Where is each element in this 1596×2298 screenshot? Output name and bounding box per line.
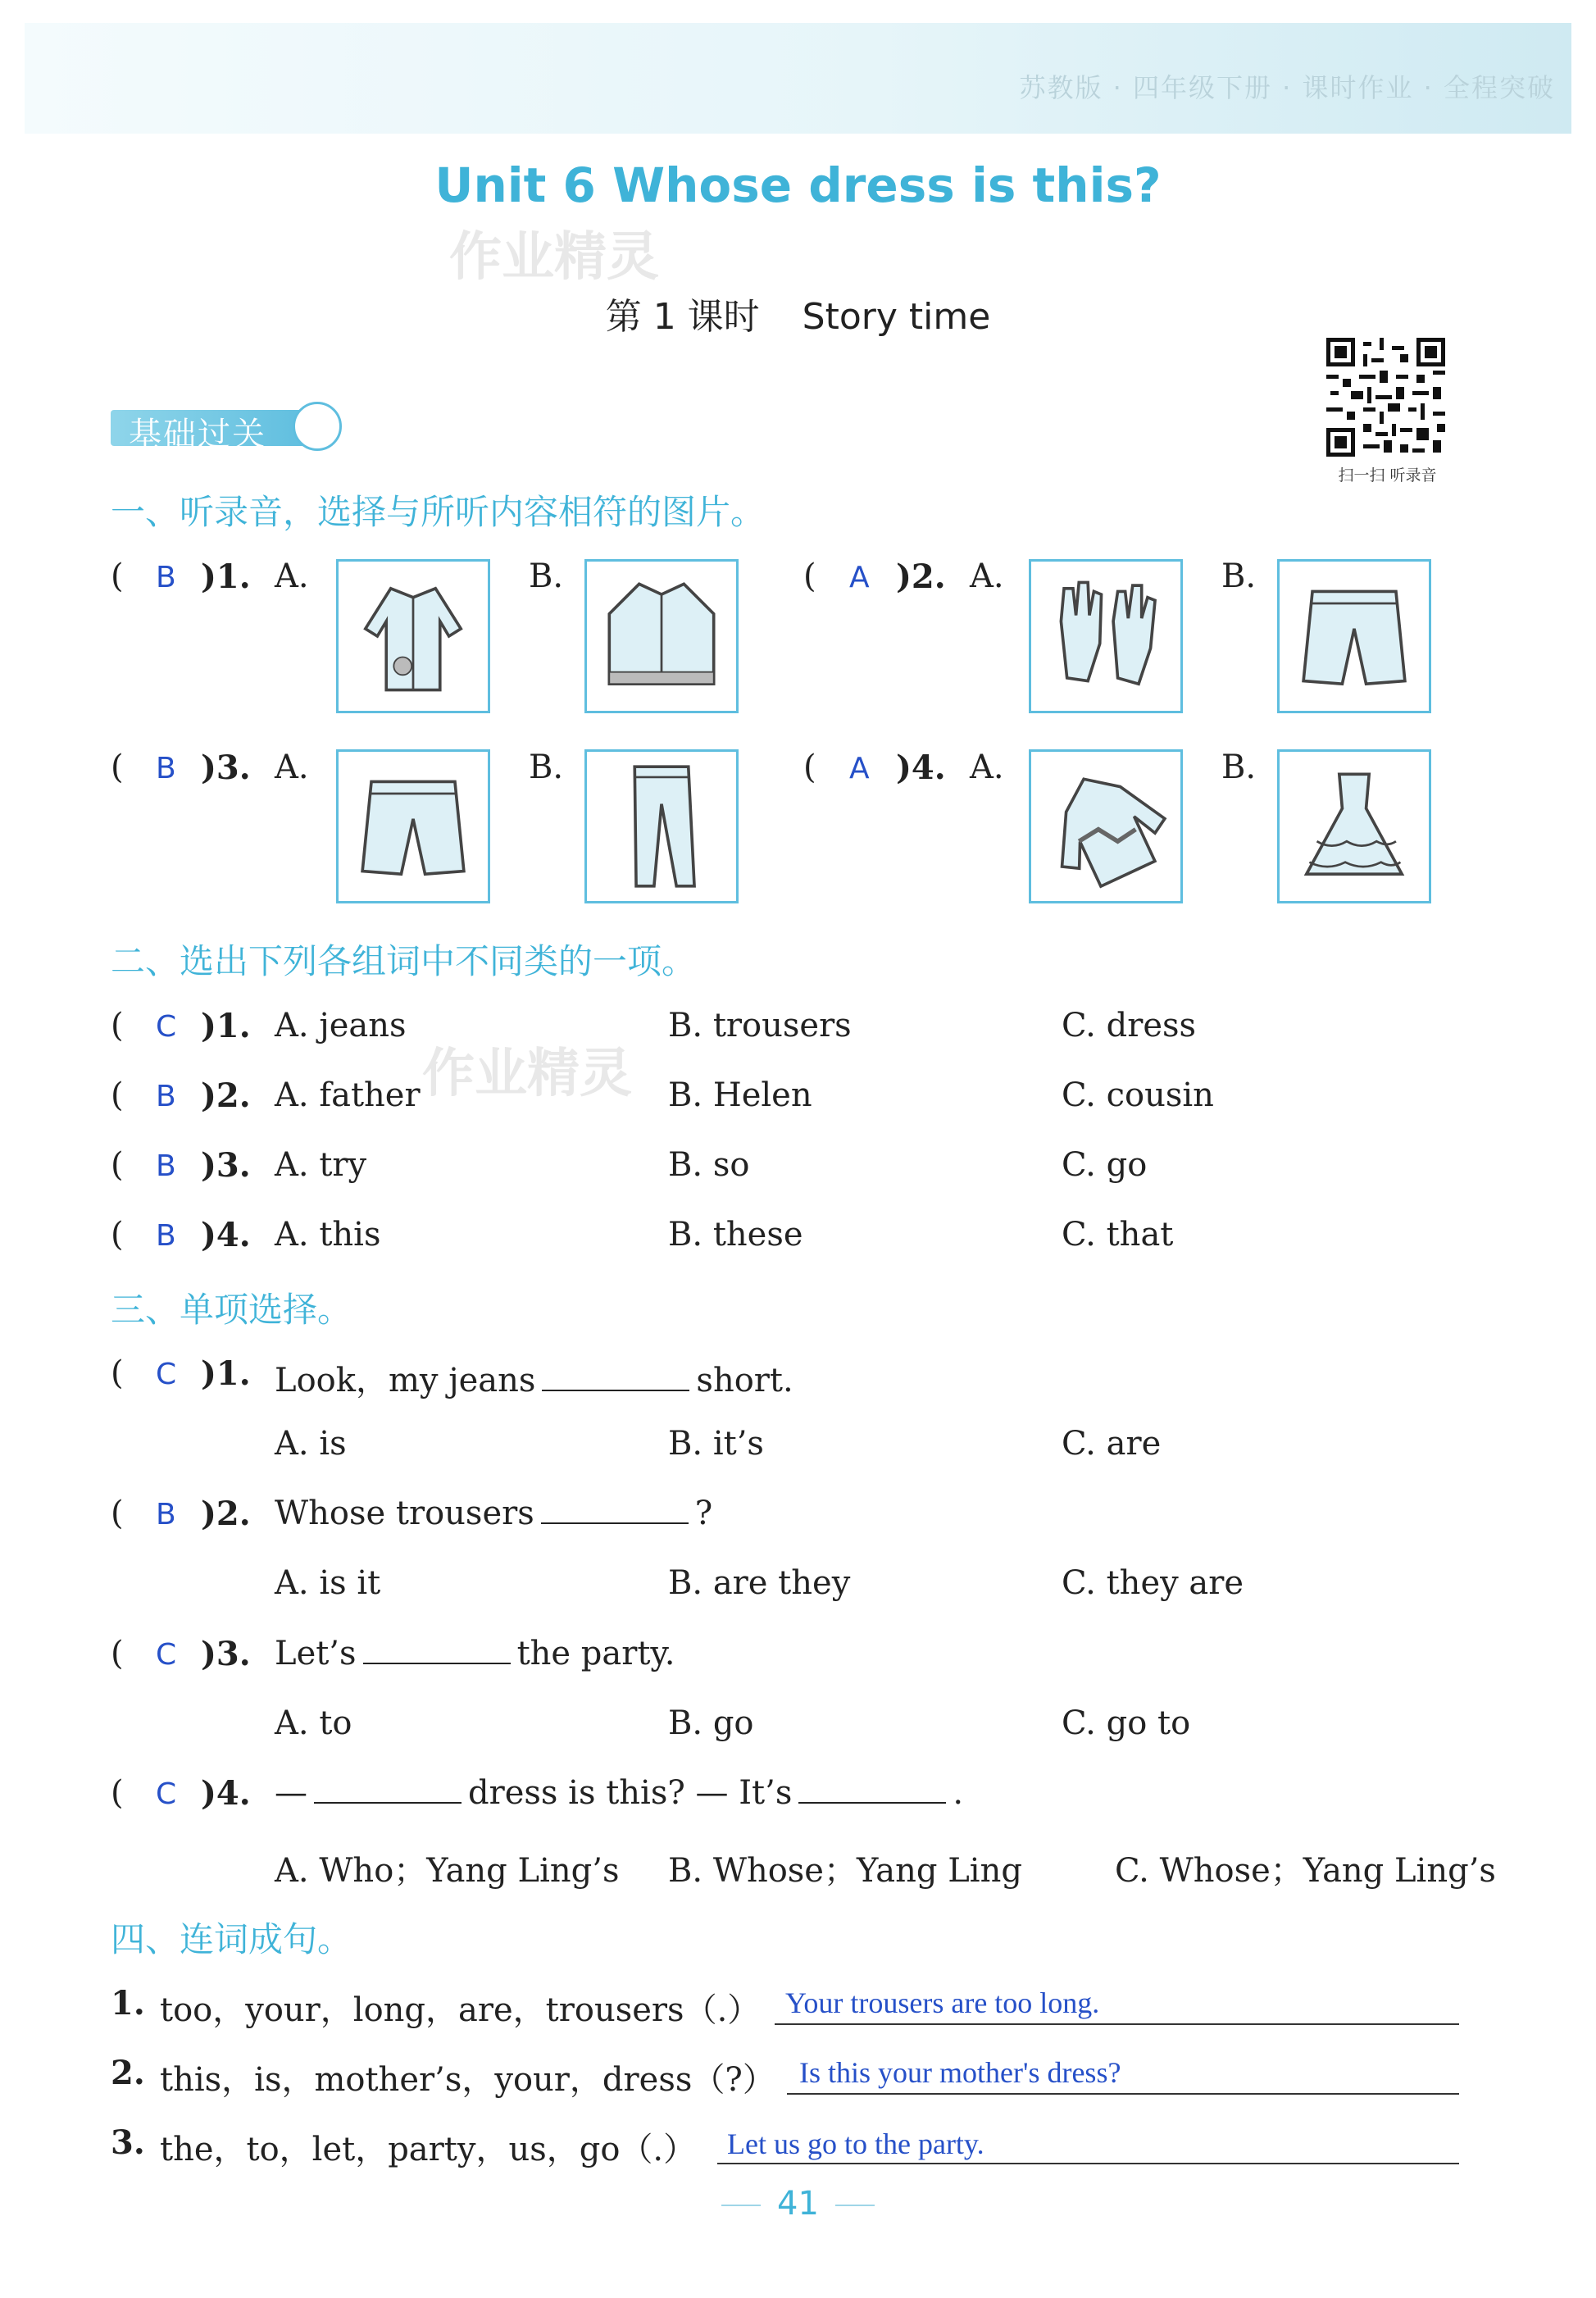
- gloves-icon[interactable]: [1029, 559, 1183, 713]
- option-b-label: B.: [1221, 557, 1257, 595]
- question-number: )4.: [201, 1216, 251, 1254]
- fill-blank: [363, 1654, 511, 1664]
- answer-mark: B: [156, 1498, 176, 1531]
- question-text: [275, 1635, 675, 1672]
- dress-icon[interactable]: [1277, 749, 1431, 903]
- option-c: C. go to: [1062, 1704, 1191, 1742]
- question-after: ?: [694, 1495, 713, 1532]
- paren-open: (: [803, 557, 816, 595]
- option-a: A. father: [275, 1076, 421, 1114]
- option-b: B. trousers: [668, 1007, 852, 1044]
- question-text: [275, 1495, 712, 1532]
- option-a-label: A.: [970, 557, 1004, 595]
- paren-open: (: [111, 1495, 124, 1532]
- question-number: 3.: [111, 2123, 145, 2162]
- option-c: C. cousin: [1062, 1076, 1214, 1114]
- paren-open: (: [803, 749, 816, 786]
- paren-open: (: [111, 749, 124, 786]
- paren-open: (: [111, 1076, 124, 1114]
- handwritten-answer: Your trousers are too long.: [785, 1986, 1100, 2019]
- answer-mark: A: [849, 561, 870, 594]
- answer-mark: B: [156, 1080, 176, 1113]
- question-number: )2.: [201, 1495, 251, 1533]
- section4-heading: 四、连词成句。: [111, 1919, 352, 1959]
- badge-text: 基础过关: [129, 416, 266, 453]
- answer-mark: A: [849, 752, 870, 785]
- option-a: A. to: [275, 1704, 352, 1742]
- handwritten-answer: Let us go to the party.: [727, 2127, 984, 2160]
- lesson-name: Story time: [802, 296, 991, 338]
- question-number: )3.: [201, 749, 251, 787]
- option-a: A. is it: [275, 1564, 381, 1602]
- watermark: 作业精灵: [422, 1044, 632, 1104]
- question-number: )4.: [896, 749, 946, 787]
- scrambled-words: too，your，long，are，trousers（.）: [160, 1991, 761, 2029]
- paren-open: (: [111, 1216, 124, 1254]
- option-b: B. it’s: [668, 1425, 764, 1463]
- lesson-label: 第 1 课时: [605, 296, 760, 338]
- option-c: C. that: [1062, 1216, 1174, 1254]
- badge-circle-icon: [293, 402, 342, 451]
- option-a-label: A.: [275, 749, 309, 786]
- question-number: )2.: [896, 557, 946, 596]
- question-number: )3.: [201, 1635, 251, 1673]
- question-number: )1.: [201, 1354, 251, 1393]
- option-b: B. so: [668, 1146, 750, 1184]
- watermark: 作业精灵: [449, 227, 659, 288]
- paren-open: (: [111, 557, 124, 595]
- unit-title: Unit 6 Whose dress is this?: [434, 157, 1162, 213]
- question-before: Whose trousers: [275, 1495, 534, 1532]
- option-c: C. Whose；Yang Ling’s: [1115, 1852, 1496, 1890]
- question-number: 2.: [111, 2054, 145, 2092]
- option-b-label: B.: [529, 557, 564, 595]
- page-number-text: 41: [777, 2185, 819, 2223]
- answer-mark: B: [156, 1149, 176, 1183]
- option-b-label: B.: [1221, 749, 1257, 786]
- lesson-title: [0, 287, 1596, 339]
- question-before: Let’s: [275, 1635, 357, 1672]
- option-a-label: A.: [275, 557, 309, 595]
- option-b: B. Whose；Yang Ling: [668, 1852, 1022, 1890]
- answer-mark: B: [156, 561, 176, 594]
- scrambled-words: this，is，mother’s，your，dress（?）: [160, 2061, 775, 2099]
- option-a: A. is: [275, 1425, 347, 1463]
- question-number: )1.: [201, 1007, 251, 1045]
- divider: [835, 2205, 875, 2206]
- option-b: B. are they: [668, 1564, 851, 1602]
- question-number: )3.: [201, 1146, 251, 1185]
- paren-open: (: [111, 1774, 124, 1812]
- jacket-icon[interactable]: [584, 559, 739, 713]
- section1-heading: 一、听录音，选择与所听内容相符的图片。: [111, 492, 766, 532]
- shorts-icon[interactable]: [336, 749, 490, 903]
- option-b: B. Helen: [668, 1076, 812, 1114]
- section2-heading: 二、选出下列各组词中不同类的一项。: [111, 941, 697, 981]
- qr-code-icon[interactable]: [1326, 338, 1445, 457]
- fill-blank: [542, 1381, 689, 1391]
- option-c: C. they are: [1062, 1564, 1244, 1602]
- question-text: [275, 1354, 793, 1401]
- handwritten-answer: Is this your mother's dress?: [799, 2056, 1121, 2089]
- qr-caption: 扫一扫 听录音: [1338, 466, 1437, 485]
- trousers-icon[interactable]: [584, 749, 739, 903]
- question-number: )4.: [201, 1774, 251, 1813]
- option-c: C. dress: [1062, 1007, 1197, 1044]
- fill-blank: [314, 1794, 462, 1804]
- section3-heading: 三、单项选择。: [111, 1290, 352, 1330]
- option-a-label: A.: [970, 749, 1004, 786]
- option-c: C. go: [1062, 1146, 1148, 1184]
- paren-open: (: [111, 1007, 124, 1044]
- option-b-label: B.: [529, 749, 564, 786]
- answer-mark: C: [156, 1777, 177, 1811]
- shorts-icon[interactable]: [1277, 559, 1431, 713]
- answer-mark: B: [156, 752, 176, 785]
- answer-mark: B: [156, 1219, 176, 1253]
- question-before: —: [275, 1774, 307, 1812]
- question-before: Look，my jeans: [275, 1362, 536, 1399]
- question-number: )2.: [201, 1076, 251, 1115]
- option-c: C. are: [1062, 1425, 1162, 1463]
- paren-open: (: [111, 1635, 124, 1672]
- paren-open: (: [111, 1354, 124, 1392]
- scrambled-words: the，to，let，party，us，go（.）: [160, 2131, 697, 2168]
- option-a: A. Who；Yang Ling’s: [275, 1852, 620, 1890]
- question-mid: dress is this? — It’s: [468, 1774, 793, 1812]
- banner-text: 苏教版 · 四年级下册 · 课时作业 · 全程突破: [1019, 72, 1555, 103]
- option-b: B. go: [668, 1704, 754, 1742]
- section-badge: [111, 402, 357, 451]
- divider: [721, 2205, 761, 2206]
- sweater-icon[interactable]: [1029, 749, 1183, 903]
- answer-mark: C: [156, 1638, 177, 1672]
- option-a: A. try: [275, 1146, 367, 1184]
- fill-blank: [541, 1514, 689, 1524]
- option-b: B. these: [668, 1216, 803, 1254]
- question-after: the party.: [516, 1635, 675, 1672]
- option-a: A. jeans: [275, 1007, 407, 1044]
- question-after: .: [953, 1774, 964, 1812]
- answer-mark: C: [156, 1010, 177, 1044]
- question-text: [275, 1774, 963, 1812]
- question-number: 1.: [111, 1984, 145, 2023]
- coat-icon[interactable]: [336, 559, 490, 713]
- fill-blank: [798, 1794, 946, 1804]
- question-number: )1.: [201, 557, 251, 596]
- option-a: A. this: [275, 1216, 381, 1254]
- page-number: [0, 2185, 1596, 2223]
- paren-open: (: [111, 1146, 124, 1184]
- answer-mark: C: [156, 1358, 177, 1391]
- question-after: short.: [696, 1362, 793, 1399]
